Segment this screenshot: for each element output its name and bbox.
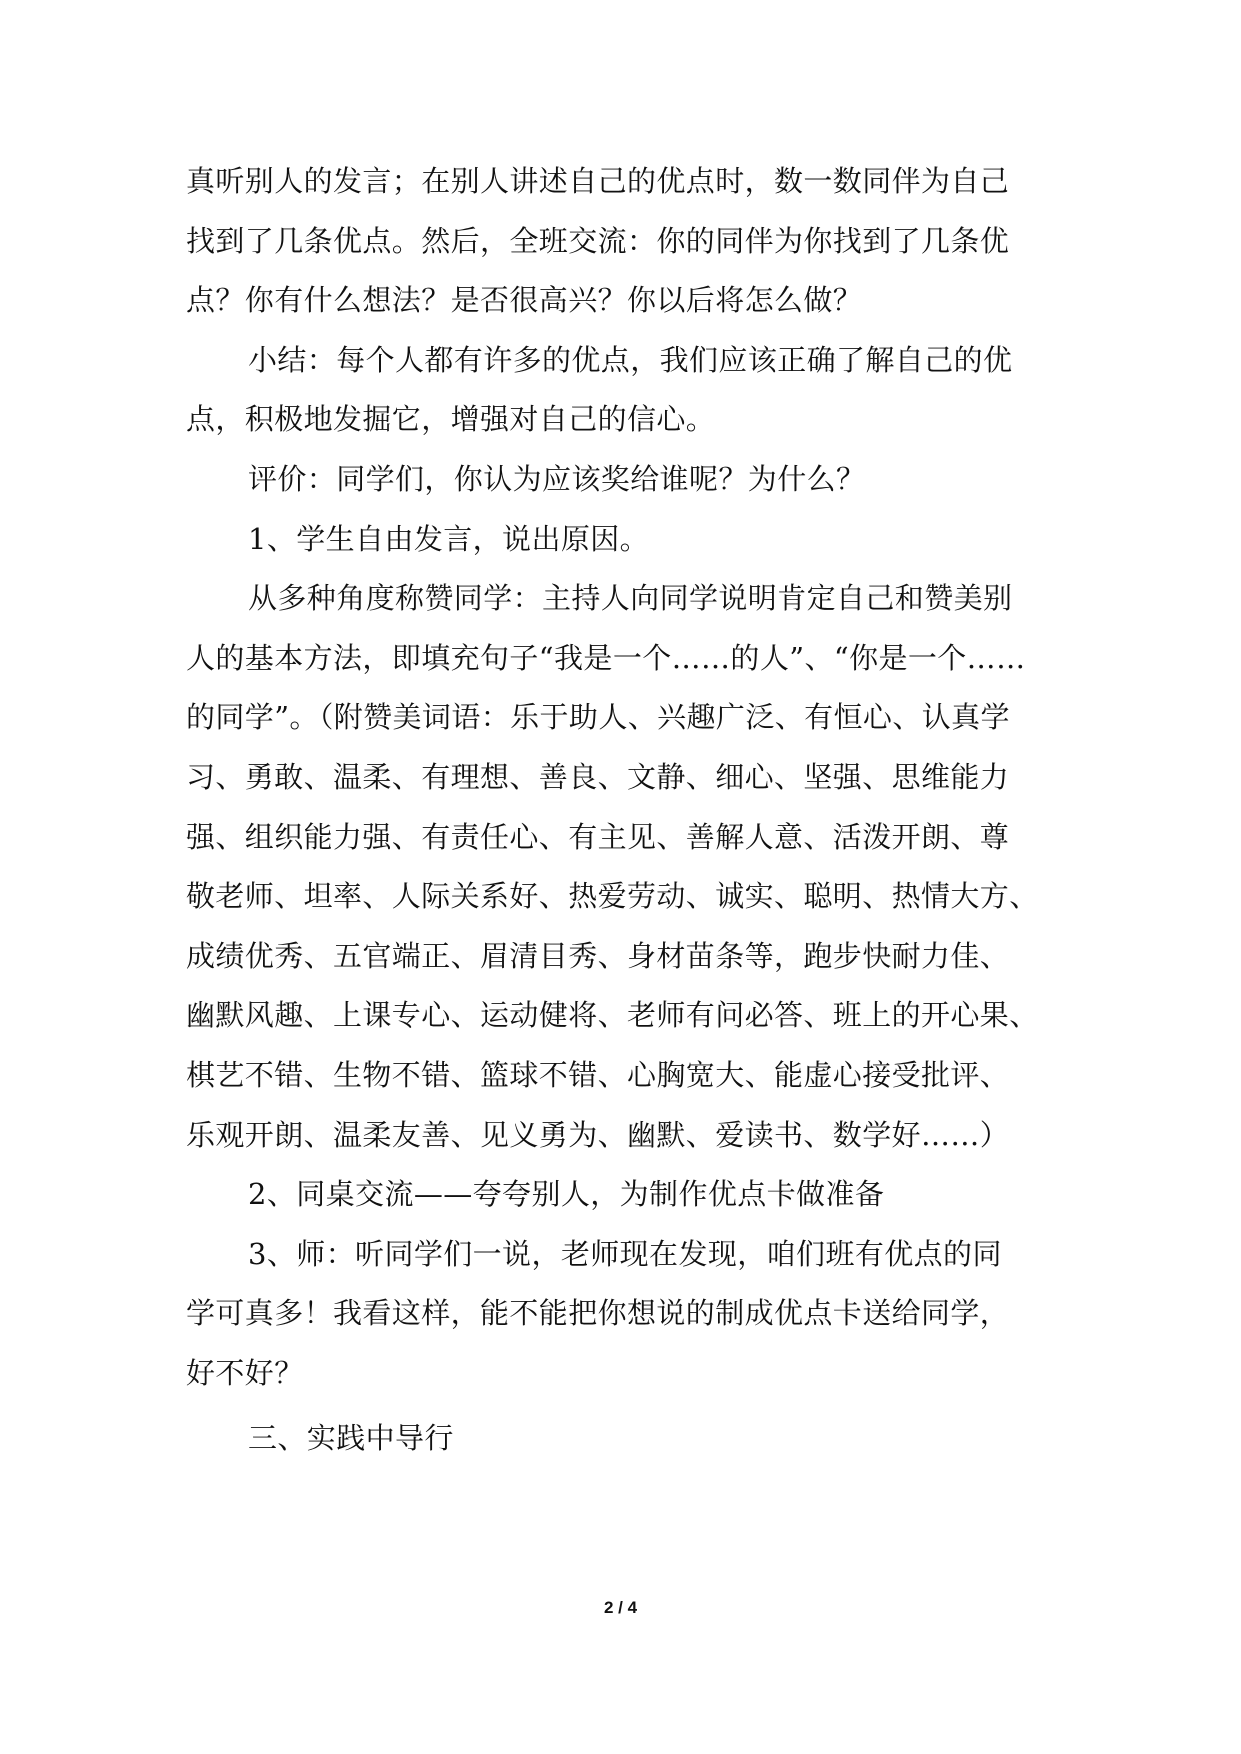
document-body (186, 152, 1058, 1469)
text-line: 小结：每个人都有许多的优点，我们应该正确了解自己的优 (248, 342, 1013, 377)
text-line: 三、实践中导行 (248, 1421, 454, 1456)
text-line: 找到了几条优点。然后，全班交流：你的同伴为你找到了几条优 (186, 223, 1010, 258)
text-line: 学可真多！我看这样，能不能把你想说的制成优点卡送给同学， (186, 1296, 1010, 1331)
text-line: 点，积极地发掘它，增强对自己的信心。 (186, 402, 716, 437)
text-line: 3、师：听同学们一说，老师现在发现，咱们班有优点的同 (248, 1236, 1002, 1271)
text-line: 敬老师、坦率、人际关系好、热爱劳动、诚实、聪明、热情大方、 (186, 879, 1039, 914)
text-line: 人的基本方法，即填充句子“我是一个……的人”、“你是一个…… (186, 640, 1026, 675)
text-line: 棋艺不错、生物不错、篮球不错、心胸宽大、能虚心接受批评、 (186, 1057, 1010, 1092)
text-line: 点？你有什么想法？是否很高兴？你以后将怎么做？ (186, 283, 863, 318)
text-line: 1、学生自由发言，说出原因。 (248, 521, 650, 556)
text-line: 成绩优秀、五官端正、眉清目秀、身材苗条等，跑步快耐力佳、 (186, 938, 1010, 973)
text-line: 习、勇敢、温柔、有理想、善良、文静、细心、坚强、思维能力 (186, 759, 1010, 794)
page-number: 2 / 4 (603, 1598, 638, 1617)
text-line: 乐观开朗、温柔友善、见义勇为、幽默、爱读书、数学好……） (186, 1117, 1010, 1152)
text-line: 真听别人的发言；在别人讲述自己的优点时，数一数同伴为自己 (186, 164, 1010, 198)
text-line: 评价：同学们，你认为应该奖给谁呢？为什么？ (248, 461, 866, 496)
text-line: 的同学”。（附赞美词语：乐于助人、兴趣广泛、有恒心、认真学 (186, 700, 1010, 735)
text-line: 强、组织能力强、有责任心、有主见、善解人意、活泼开朗、尊 (186, 819, 1010, 854)
text-line: 幽默风趣、上课专心、运动健将、老师有问必答、班上的开心果、 (186, 998, 1039, 1033)
text-line: 好不好？ (186, 1355, 304, 1390)
text-line: 2、同桌交流——夸夸别人，为制作优点卡做准备 (248, 1177, 885, 1212)
text-line: 从多种角度称赞同学：主持人向同学说明肯定自己和赞美别 (248, 581, 1013, 616)
